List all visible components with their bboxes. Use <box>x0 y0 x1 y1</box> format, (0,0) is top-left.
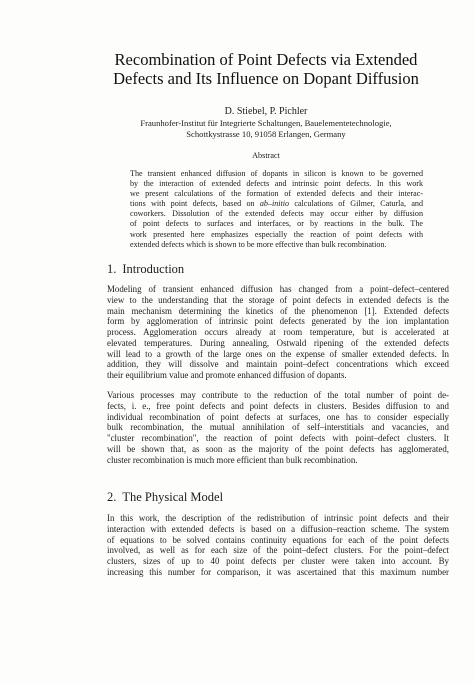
paragraph-line: elevated temperatures. During annealing, Ostwald ripening of the extended defects <box>107 337 449 348</box>
paragraph-line: process. Agglomeration occurs already at room temperature, but is accelerated at <box>107 327 449 337</box>
abstract-line: work presented here emphasizes especially the reaction of point defects with <box>130 229 423 239</box>
paragraph-line: addition, they will dissolve and maintain point–defect concentrations which exceed <box>107 359 449 370</box>
affiliation-line-2: Schottkystrasse 10, 91058 Erlangen, Germany <box>186 129 346 139</box>
paragraph-line: increasing this number for comparison, it was ascertained that this maximum number <box>107 566 449 577</box>
paragraph-line: main mechanism determining the kinetics of the phenomenon [1]. Extended defects <box>107 305 449 316</box>
abstract-line: The transient enhanced diffusion of dopants in silicon is known to be governed <box>130 169 423 178</box>
paragraph-line: involved, as well as for each size of the point–defect clusters. For the point–defect <box>107 545 449 556</box>
paragraph-line: individual recombination of point defects at surfaces, one has to consider especially <box>107 411 449 422</box>
abstract-line: extended defects which is shown to be more effective than bulk recombination. <box>130 239 387 249</box>
section-title: Introduction <box>122 262 185 276</box>
physical-model-paragraph-1 <box>107 513 449 578</box>
abstract-line: of point defects to surfaces and interfaces, or by reactions in the bulk. The <box>130 219 423 229</box>
title-line-1: Recombination of Point Defects via Extended <box>114 50 418 69</box>
paragraph-line: view to the understanding that the storage of point defects in extended defects is the <box>107 294 449 305</box>
section-title: The Physical Model <box>122 490 224 504</box>
paragraph-line: bulk recombination, the mutual annihilation of self–interstitials and vacancies, and <box>107 422 449 433</box>
paragraph-line: "cluster recombination", the reaction of point defects with point–defect clusters. It <box>107 433 449 443</box>
section-number: 1. <box>107 262 117 276</box>
abstract-line: we present calculations of the formation of extended defects and their interac- <box>130 189 423 199</box>
paper-title <box>96 50 436 88</box>
italic-term: ab–initio <box>259 199 290 209</box>
paragraph-line: will be shown that, as soon as the majority of the point defects has agglomerated, <box>107 443 449 454</box>
introduction-paragraph-1 <box>107 284 449 381</box>
paragraph-line: In this work, the description of the redistribution of intrinsic point defects and their <box>107 513 449 523</box>
abstract-line: tions with point defects, based on ab–initio calculations of Gilmer, Caturla, and <box>130 199 424 209</box>
section-number: 2. <box>107 490 117 504</box>
abstract-heading: Abstract <box>252 151 280 160</box>
section-heading-physical-model <box>107 490 223 504</box>
title-line-2: Defects and Its Influence on Dopant Diffusion <box>113 69 419 88</box>
introduction-paragraph-2 <box>107 390 449 465</box>
paragraph-line: clusters, sizes of up to 40 point defects per cluster were taken into account. By <box>107 556 449 566</box>
affiliation-line-1: Fraunhofer-Institut für Integrierte Schaltungen, Bauelementetechnologie, <box>140 118 392 128</box>
authors: D. Stiebel, P. Pichler <box>224 106 308 117</box>
abstract-line: coworkers. Dissolution of the extended defects may occur either by diffusion <box>130 209 423 219</box>
abstract-line: by the interaction of extended defects and intrinsic point defects. In this work <box>130 179 423 189</box>
paragraph-line: form by agglomeration of intrinsic point defects generated by the ion implantation <box>107 316 449 327</box>
paragraph-line: interaction with extended defects is based on a diffusion–reaction scheme. The system <box>107 523 449 534</box>
paragraph-line: of equations to be solved contains continuity equations for each of the point defects <box>107 534 449 545</box>
abstract-text <box>130 169 423 250</box>
paragraph-line: fects, i. e., free point defects and point defects in clusters. Besides diffusion to and <box>107 400 449 411</box>
section-heading-introduction <box>107 262 184 276</box>
paragraph-line: will lead to a growth of the large ones on the expense of smaller extended defects. In <box>107 348 449 359</box>
paragraph-line: their equilibrium value and promote enhanced diffusion of dopants. <box>107 370 347 380</box>
paragraph-line: Various processes may contribute to the reduction of the total number of point de- <box>107 390 449 400</box>
paragraph-line: cluster recombination is much more efficient than bulk recombination. <box>107 454 358 465</box>
affiliation <box>96 118 436 140</box>
paragraph-line: Modeling of transient enhanced diffusion has changed from a point–defect–centered <box>107 284 449 294</box>
